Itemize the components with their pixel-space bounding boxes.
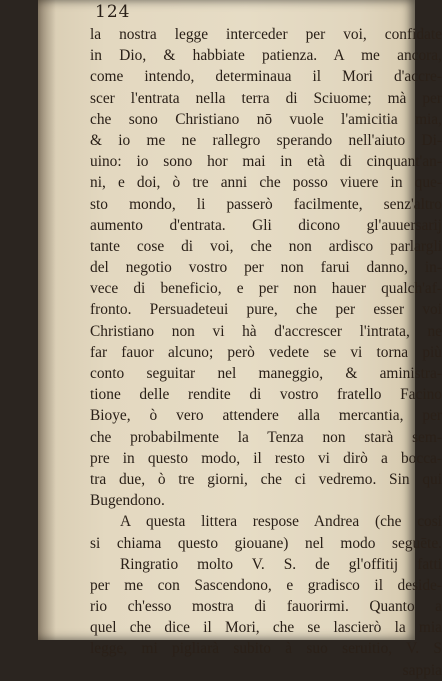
text-line: uino: io sono hor mai in età di cinquant'an- [90, 153, 442, 171]
text-line: Bugendono. [90, 492, 165, 510]
text-line: sto mondo, li passerò facilmente, senz'altro [90, 195, 442, 213]
text-line: pre in questo modo, il resto vi dirò a bocca- [90, 449, 442, 467]
text-line: ni, e doi, ò tre anni che posso viuere in que- [90, 174, 442, 192]
text-line: sappia [402, 661, 442, 679]
text-line: scer l'entrata nella terra di Sciuome; mà per [90, 89, 442, 107]
text-line: per me con Sascendono, e gradisco il deside- [90, 576, 442, 594]
text-line: la nostra legge interceder per voi, confidate [90, 26, 442, 43]
text-line: Christiano non vi hà d'accrescer l'intrata, ne [90, 322, 442, 340]
text-line: rio ch'esso mostra di fauorirmi. Quanto a [90, 598, 442, 616]
text-line: quel che dice il Mori, che se lascierò la mia [90, 619, 442, 637]
book-page [38, 0, 442, 679]
text-line: tra due, ò tre giorni, che ci vedremo. Sin qui [90, 470, 442, 488]
text-line: che probabilmente la Tenza non starà sem- [90, 428, 442, 446]
text-line: legge, mi pigliarà subito à suo seruitio, V. S [90, 640, 442, 658]
text-line: Ringratio molto V. S. de gl'offitij fatti [120, 555, 442, 573]
text-line: aumento d'entrata. Gli dicono gl'auuersarij [90, 216, 442, 234]
text-line: conto seguitar nel maneggio, & aministra- [90, 365, 442, 382]
text-line: far fauor alcuno; però vedete se vi torna più [90, 343, 442, 361]
text-line: vece di beneficio, e per non hauer qualch'af- [90, 280, 442, 298]
text-line: tione delle rendite di vostro fratello Facino [90, 386, 442, 404]
text-line: del negotio vostro per non farui danno, in- [90, 259, 442, 277]
page-text [90, 24, 442, 681]
text-line: A questa littera respose Andrea (che cosi [120, 513, 442, 531]
text-line: tante cose di voi, che non ardisco parlargli [90, 237, 442, 255]
text-line: che sono Christiano nō vuole l'amicitia mia, [90, 110, 442, 128]
text-line: & io me ne rallegro sperando nell'aiuto Di- [90, 131, 442, 149]
text-line: in Dio, & habbiate patienza. A me ancora, [90, 47, 442, 65]
text-line: si chiama questo giouane) nel modo seguēte. [90, 534, 442, 552]
page-number: 124 [95, 2, 131, 22]
text-line: come intendo, determinaua il Mori d'accre- [90, 68, 442, 86]
text-line: Bioye, ò vero attendere alla mercantia, per [90, 407, 442, 425]
text-line: fronto. Persuadeteui pure, che per esser voi [90, 301, 442, 319]
